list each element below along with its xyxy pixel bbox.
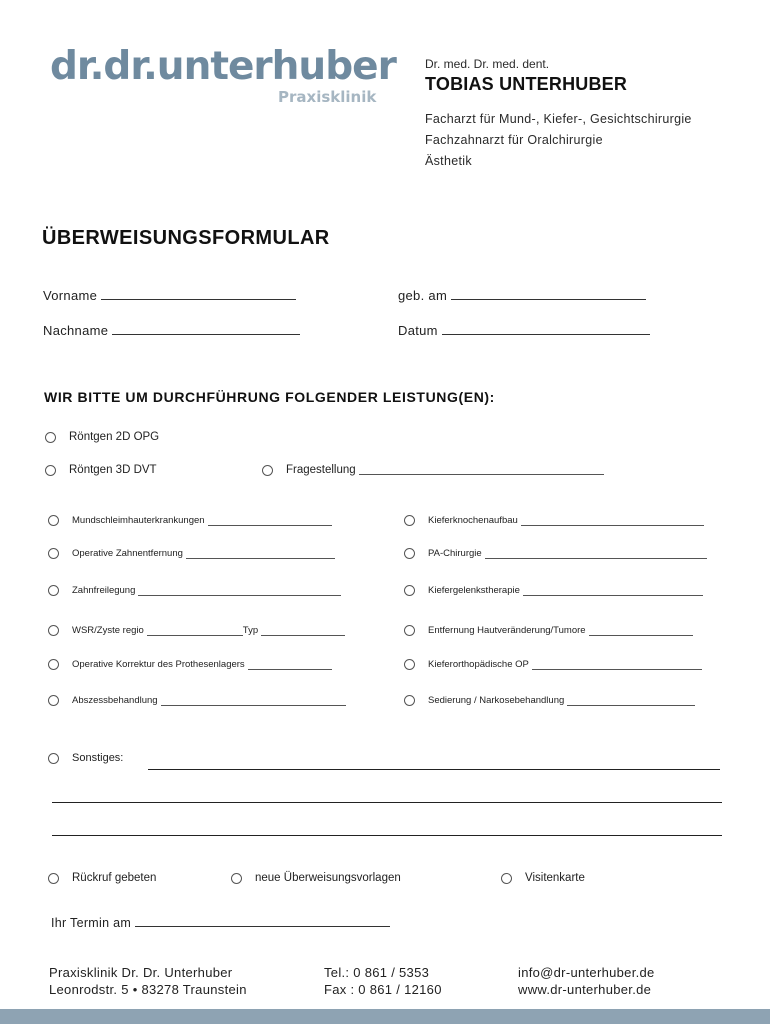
fill-line[interactable] <box>589 626 693 636</box>
radio-icon[interactable] <box>231 873 242 884</box>
footer-practice-name: Praxisklinik Dr. Dr. Unterhuber <box>49 965 233 980</box>
radio-icon[interactable] <box>45 465 56 476</box>
radio-icon[interactable] <box>48 585 59 596</box>
option-label: Abszessbehandlung <box>72 695 158 706</box>
option-pa-chirurgie[interactable] <box>404 548 707 559</box>
footer-phone <box>324 964 442 998</box>
option-label: Kieferorthopädische OP <box>428 659 529 670</box>
fill-line[interactable] <box>485 549 707 559</box>
option-prothesenlager[interactable] <box>48 659 332 670</box>
sonstiges-line[interactable] <box>52 835 722 836</box>
radio-icon[interactable] <box>404 548 415 559</box>
option-label: Zahnfreilegung <box>72 585 136 596</box>
option-label: Kiefergelenkstherapie <box>428 585 520 596</box>
option-kieferknochenaufbau[interactable] <box>404 515 704 526</box>
doctor-degree: Dr. med. Dr. med. dent. <box>425 57 550 71</box>
radio-icon[interactable] <box>404 695 415 706</box>
option-label: Fragestellung <box>286 464 356 476</box>
footer-bar <box>0 1009 770 1024</box>
typ-label: Typ <box>242 625 259 636</box>
option-kieferorthopaedisch[interactable] <box>404 659 702 670</box>
option-label: Visitenkarte <box>525 872 585 884</box>
option-visitenkarte[interactable] <box>501 872 585 884</box>
specialty-line: Ästhetik <box>425 154 472 168</box>
fill-line[interactable] <box>186 549 335 559</box>
radio-icon[interactable] <box>48 625 59 636</box>
option-label: Mundschleimhauterkrankungen <box>72 515 205 526</box>
option-label: Operative Korrektur des Prothesenlagers <box>72 659 245 670</box>
sonstiges-line[interactable] <box>52 802 722 803</box>
option-label: Röntgen 2D OPG <box>69 431 160 443</box>
option-label: Operative Zahnentfernung <box>72 548 183 559</box>
option-hautveraenderung[interactable] <box>404 625 693 636</box>
radio-icon[interactable] <box>48 695 59 706</box>
radio-icon[interactable] <box>501 873 512 884</box>
radio-icon[interactable] <box>404 585 415 596</box>
option-label: neue Überweisungsvorlagen <box>255 872 401 884</box>
termin-line[interactable] <box>135 916 390 927</box>
option-mundschleimhaut[interactable] <box>48 515 332 526</box>
footer-email[interactable]: info@dr-unterhuber.de <box>518 965 655 980</box>
option-zahnentfernung[interactable] <box>48 548 335 559</box>
option-label: Rückruf gebeten <box>72 872 157 884</box>
fill-line[interactable] <box>248 660 332 670</box>
practice-logo-subtitle: Praxisklinik <box>278 88 377 106</box>
practice-logo: dr.dr.unterhuber <box>50 44 396 89</box>
option-sonstiges[interactable] <box>48 752 123 764</box>
option-zahnfreilegung[interactable] <box>48 585 341 596</box>
option-abszess[interactable] <box>48 695 346 706</box>
services-heading: WIR BITTE UM DURCHFÜHRUNG FOLGENDER LEISTUNG(EN): <box>44 389 495 405</box>
specialty-line: Fachzahnarzt für Oralchirurgie <box>425 133 603 147</box>
fill-line[interactable] <box>521 516 704 526</box>
option-label: PA-Chirurgie <box>428 548 482 559</box>
sonstiges-line[interactable] <box>148 769 720 770</box>
datum-label: Datum <box>398 323 438 338</box>
option-wsr-zyste[interactable] <box>48 625 345 636</box>
birthdate-line[interactable] <box>451 289 646 300</box>
fill-line[interactable] <box>523 586 703 596</box>
termin-label: Ihr Termin am <box>51 916 132 930</box>
option-sedierung[interactable] <box>404 695 695 706</box>
datum-field[interactable] <box>398 323 650 338</box>
nachname-label: Nachname <box>43 323 109 338</box>
vorname-label: Vorname <box>43 288 98 303</box>
nachname-field[interactable] <box>43 323 300 338</box>
nachname-line[interactable] <box>112 324 300 335</box>
option-neue-vorlagen[interactable] <box>231 872 401 884</box>
radio-icon[interactable] <box>48 548 59 559</box>
option-label: Sedierung / Narkosebehandlung <box>428 695 565 706</box>
option-rueckruf[interactable] <box>48 872 156 884</box>
option-kiefergelenk[interactable] <box>404 585 703 596</box>
fragestellung-line[interactable] <box>359 465 604 475</box>
radio-icon[interactable] <box>48 873 59 884</box>
option-label: Röntgen 3D DVT <box>69 464 157 476</box>
option-label: Kieferknochenaufbau <box>428 515 518 526</box>
radio-icon[interactable] <box>404 625 415 636</box>
option-label: Sonstiges: <box>72 752 124 764</box>
radio-icon[interactable] <box>45 432 56 443</box>
option-fragestellung[interactable] <box>262 464 604 476</box>
radio-icon[interactable] <box>404 659 415 670</box>
option-label: WSR/Zyste regio <box>72 625 144 636</box>
birthdate-label: geb. am <box>398 288 448 303</box>
radio-icon[interactable] <box>48 659 59 670</box>
typ-line[interactable] <box>261 626 345 636</box>
footer-tel: Tel.: 0 861 / 5353 <box>324 965 430 980</box>
fill-line[interactable] <box>138 586 341 596</box>
radio-icon[interactable] <box>262 465 273 476</box>
radio-icon[interactable] <box>48 515 59 526</box>
form-title: ÜBERWEISUNGSFORMULAR <box>42 227 330 249</box>
doctor-name: TOBIAS UNTERHUBER <box>425 74 628 94</box>
footer-website[interactable]: www.dr-unterhuber.de <box>518 982 652 997</box>
birthdate-field[interactable] <box>398 288 646 303</box>
radio-icon[interactable] <box>404 515 415 526</box>
radio-icon[interactable] <box>48 753 59 764</box>
footer-contact <box>518 964 655 998</box>
termin-field[interactable] <box>51 916 390 930</box>
option-label: Entfernung Hautveränderung/Tumore <box>428 625 586 636</box>
vorname-field[interactable] <box>43 288 296 303</box>
vorname-line[interactable] <box>101 289 296 300</box>
option-roentgen-dvt[interactable] <box>45 464 157 476</box>
datum-line[interactable] <box>442 324 650 335</box>
fill-line[interactable] <box>532 660 702 670</box>
fill-line[interactable] <box>567 696 695 706</box>
regio-line[interactable] <box>147 626 243 636</box>
fill-line[interactable] <box>161 696 346 706</box>
footer-street: Leonrodstr. 5 • 83278 Traunstein <box>49 982 247 997</box>
option-roentgen-opg[interactable] <box>45 431 159 443</box>
specialty-line: Facharzt für Mund-, Kiefer-, Gesichtschirurgie <box>425 112 692 126</box>
footer-fax: Fax : 0 861 / 12160 <box>324 982 442 997</box>
footer-address <box>49 964 247 998</box>
fill-line[interactable] <box>208 516 332 526</box>
